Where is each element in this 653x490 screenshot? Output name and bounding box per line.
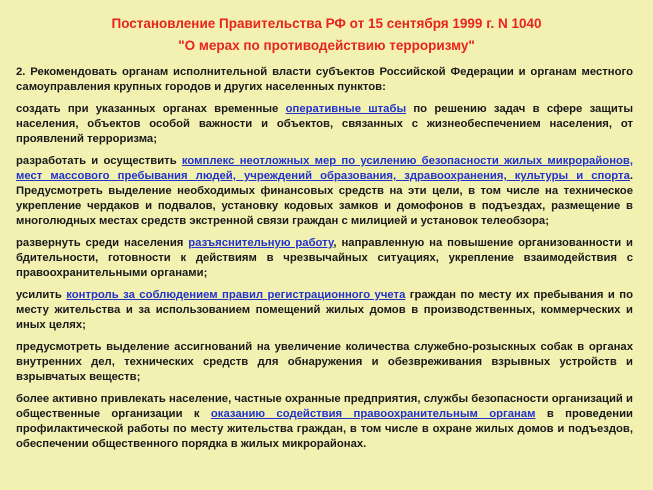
paragraph-text: разработать и осуществить [16,155,182,167]
paragraph-text: . Предусмотреть выделение необходимых финансовых средств на эти цели, в том числе на техническое укрепление чердаков и подвалов, установку кодовых замков и домофонов в подъездах, размещение в многолюдных местах средств экстренной связи граждан с милицией и установок телеобзора; [16,170,633,227]
highlighted-phrase: комплекс неотложных мер по усилению безопасности жилых микрорайонов, мест массового пребывания людей, учреждений образования, здравоохранения, культуры и спорта [16,155,633,182]
paragraph [16,102,633,147]
paragraph-text: развернуть среди населения [16,237,189,249]
paragraph [16,154,633,229]
paragraph-text: более активно привлекать население, частные охранные предприятия, службы безопасности организаций и общественные организации к [16,393,633,420]
highlighted-phrase: оказанию содействия правоохранительным органам [210,408,536,420]
paragraph-text: предусмотреть выделение ассигнований на увеличение количества служебно-розыскных собак в органах внутренних дел, технических средств для обнаружения и обезвреживания взрывных устройств и взрывчатых веществ; [16,341,633,383]
paragraph-text: по решению задач в сфере защиты населения, объектов особой важности и объектов, связанных с жизнеобеспечением населения, от проявлений терроризма; [16,103,633,145]
highlighted-phrase: контроль за соблюдением правил регистрационного учета [66,289,406,301]
paragraph [16,236,633,281]
bottom-band [0,484,653,490]
document-subtitle: "О мерах по противодействию терроризму" [178,38,475,53]
paragraph [16,392,633,452]
slide-body [16,65,633,459]
paragraph [16,65,633,95]
paragraph-text: усилить [16,289,67,301]
paragraph-text: создать при указанных органах временные [16,103,286,115]
paragraph-text: в проведении профилактической работы по месту жительства граждан, в том числе в охране жилых домов и подъездов, обеспечении общественного порядка в жилых микрорайонах. [16,408,633,450]
paragraph [16,340,633,385]
paragraph-text: , направленную на повышение организованности и бдительности, готовности к действиям в чрезвычайных ситуациях, укрепление взаимодействия с правоохранительными органами; [16,237,633,279]
highlighted-phrase: разъяснительную работу [188,237,334,249]
title-block [0,0,653,54]
paragraph-text: 2. Рекомендовать органам исполнительной власти субъектов Российской Федерации и органам местного самоуправления крупных городов и других населенных пунктов: [16,66,633,93]
paragraph-text: граждан по месту их пребывания и по месту жительства и за использованием помещений жилых домов в производственных, коммерческих и иных целях; [16,289,633,331]
document-title: Постановление Правительства РФ от 15 сентября 1999 г. N 1040 [111,16,542,31]
paragraph [16,288,633,333]
highlighted-phrase: оперативные штабы [285,103,407,115]
